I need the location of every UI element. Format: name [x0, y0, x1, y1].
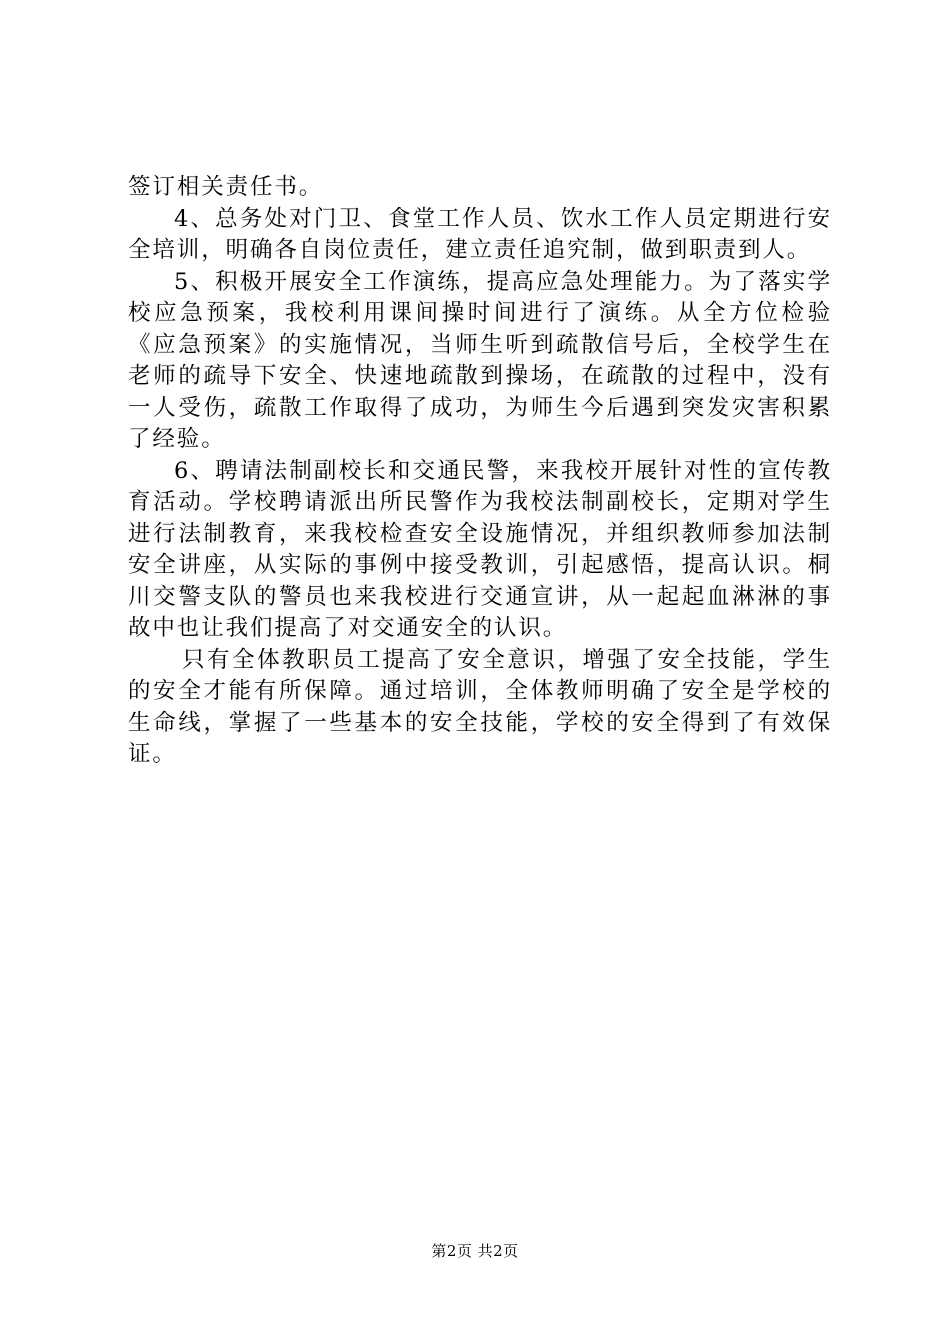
paragraph-conclusion: 只有全体教职员工提高了安全意识，增强了安全技能，学生的安全才能有所保障。通过培训，全体教师明确了安全是学校的生命线，掌握了一些基本的安全技能，学校的安全得到了有效保证。	[128, 646, 832, 767]
paragraph-continuation: 签订相关责任书。	[128, 174, 324, 200]
page-number-footer: 第2页 共2页	[431, 1242, 519, 1260]
paragraph-item-4: 4、总务处对门卫、食堂工作人员、饮水工作人员定期进行安全培训，明确各自岗位责任，建立责任追究制，做到职责到人。	[128, 205, 832, 263]
paragraph-item-5: 5、积极开展安全工作演练，提高应急处理能力。为了落实学校应急预案，我校利用课间操时间进行了演练。从全方位检验《应急预案》的实施情况，当师生听到疏散信号后，全校学生在老师的疏导下安全、快速地疏散到操场，在疏散的过程中，没有一人受伤，疏散工作取得了成功，为师生今后遇到突发灾害积累了经验。	[128, 268, 832, 452]
document-body	[128, 172, 832, 771]
paragraph-item-6: 6、聘请法制副校长和交通民警，来我校开展针对性的宣传教育活动。学校聘请派出所民警作为我校法制副校长，定期对学生进行法制教育，来我校检查安全设施情况，并组织教师参加法制安全讲座，从实际的事例中接受教训，引起感悟，提高认识。桐川交警支队的警员也来我校进行交通宣讲，从一起起血淋淋的事故中也让我们提高了对交通安全的认识。	[128, 457, 832, 641]
